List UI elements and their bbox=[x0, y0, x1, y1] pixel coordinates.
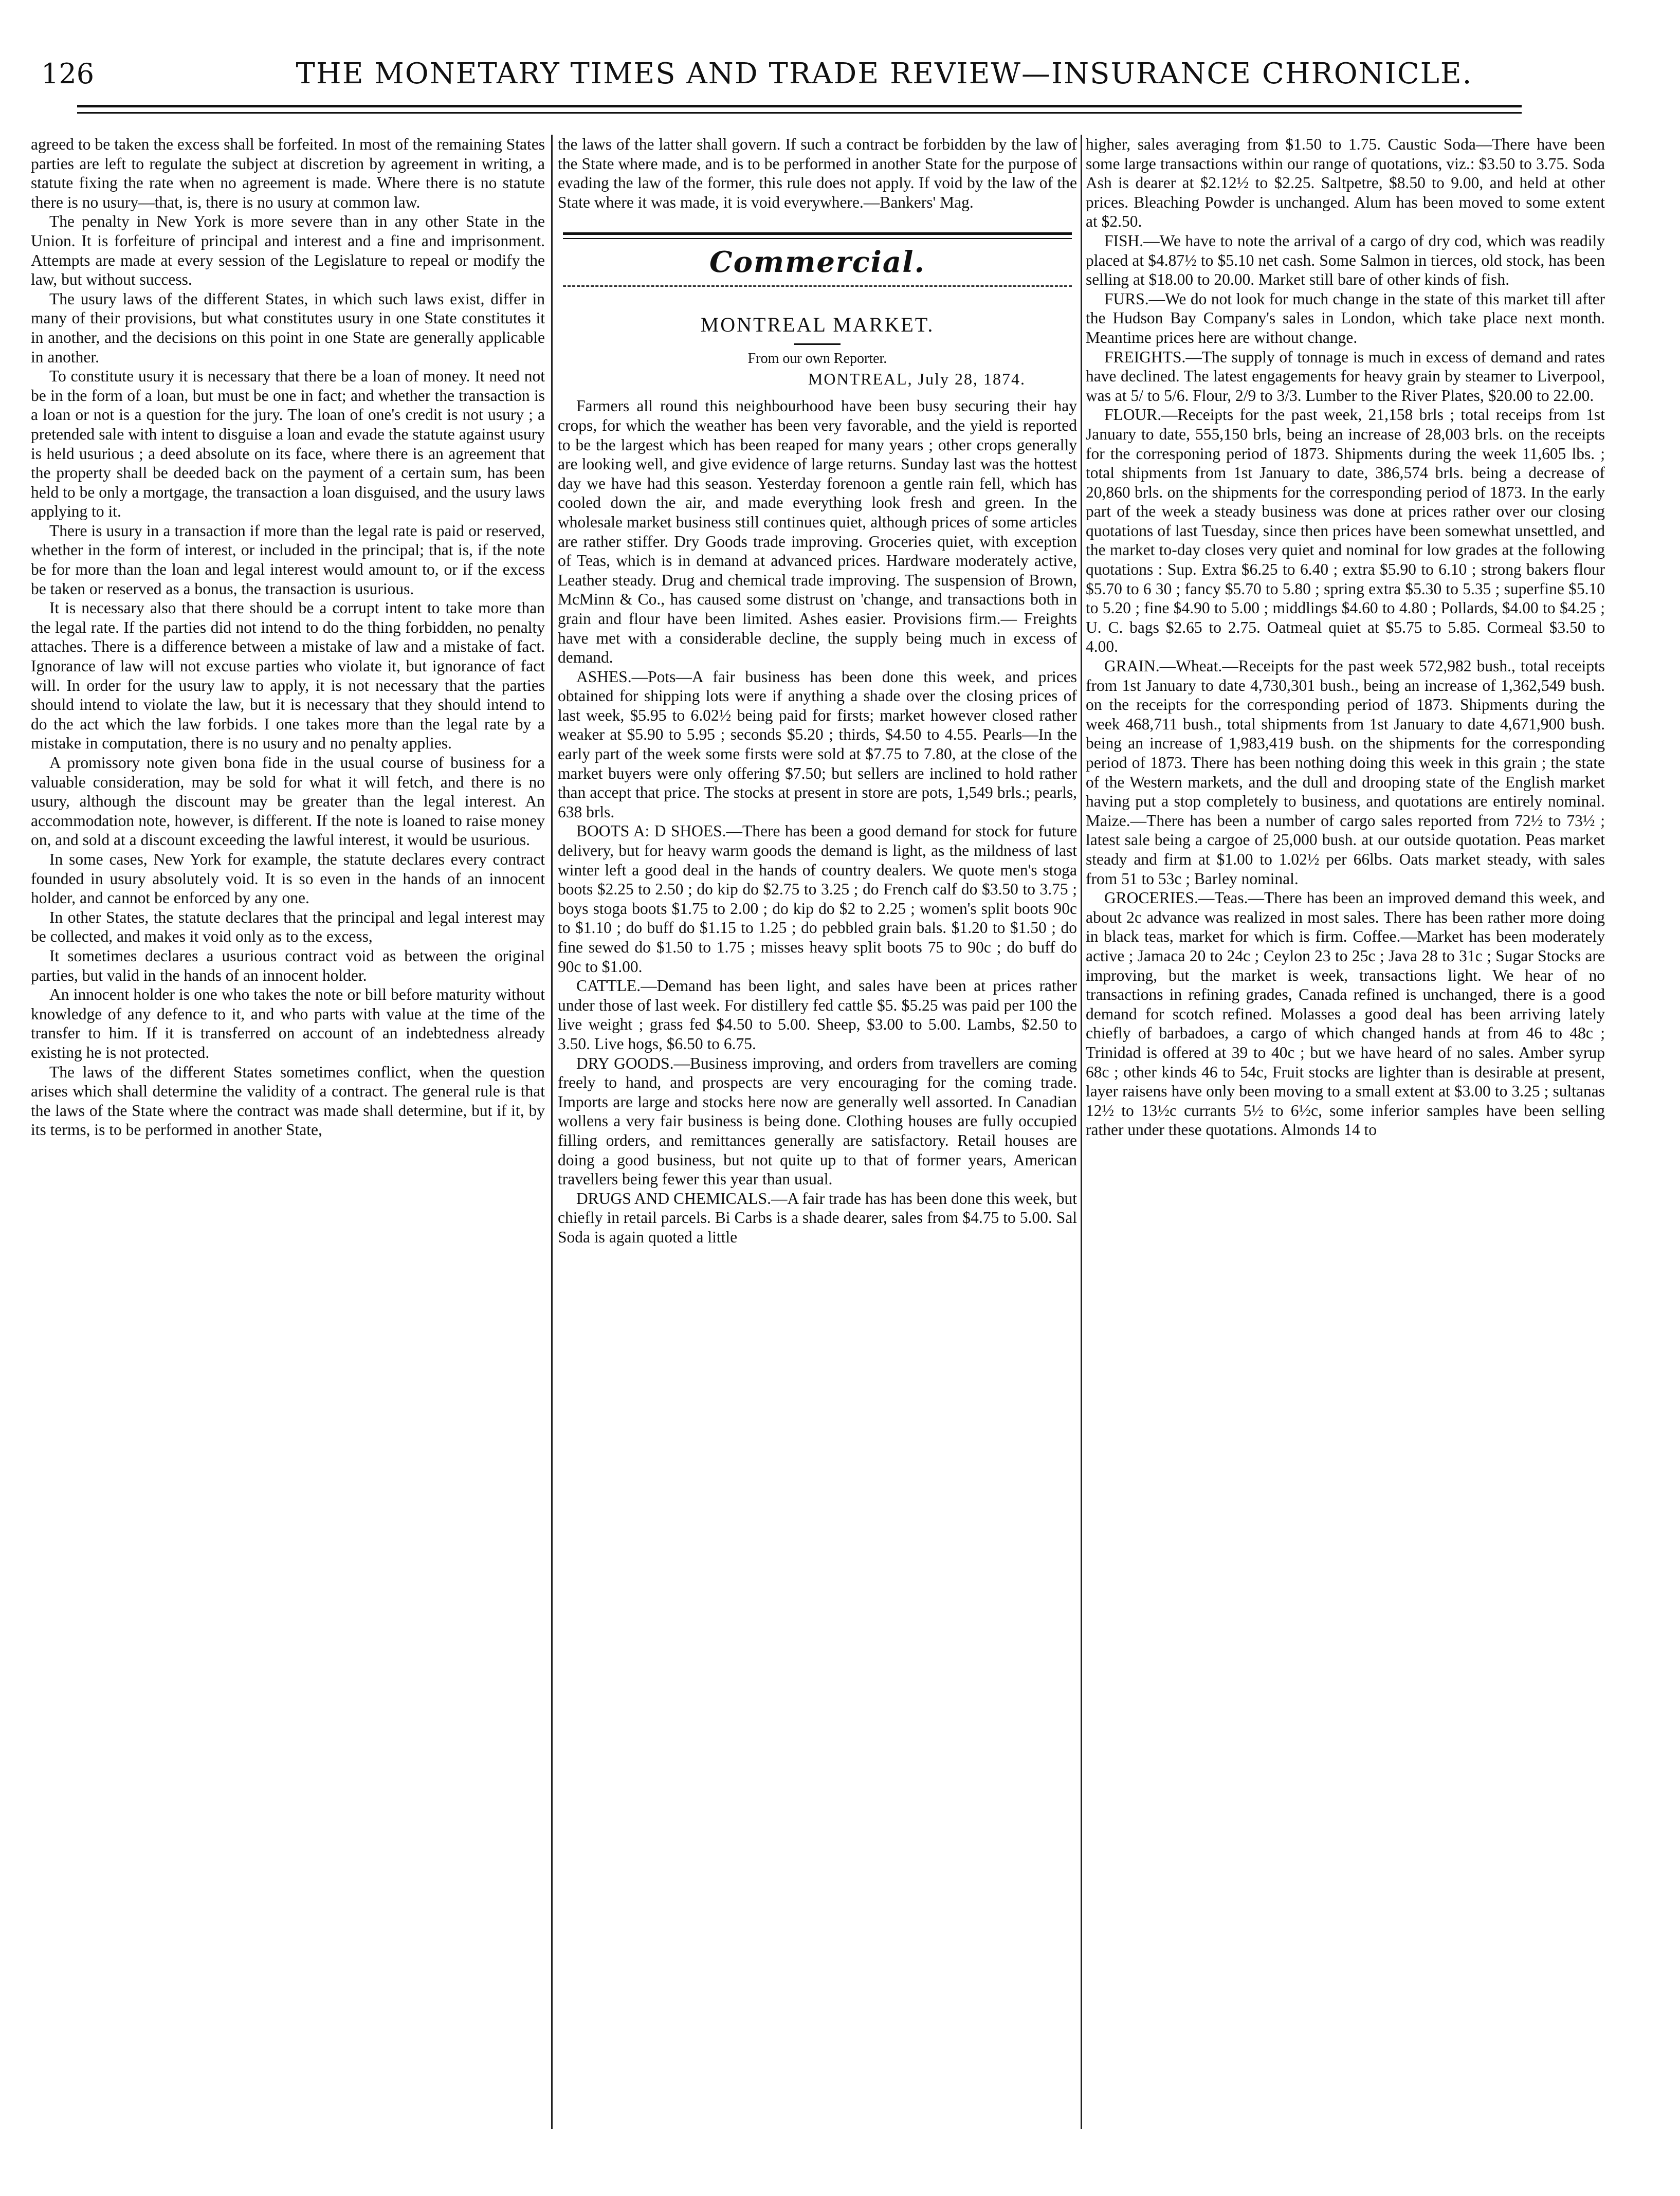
paragraph: GRAIN.—Wheat.—Receipts for the past week 572,982 bush., total receipts from 1st January to date 4,730,301 bush., being an increase of 1,362,549 bush. on the receipts for the corresponding period of 1873. Shipments during the week 468,711 bush., total shipments from 1st January to date 4,671,900 bush. being an increase of 1,983,419 bush. on the shipments for the corresponding period of 1873. There has been nothing doing this week in this grain ; the state of the Western markets, and the dull and drooping state of the English market having put a stop completely to business, and quotations are entirely nominal. Maize.—There has been a number of cargo sales reported from 72½ to 73½ ; latest sale being a cargoe of 25,000 bush. at our outside quotation. Peas market steady and firm at $1.00 to 1.02½ per 66lbs. Oats market steady, with sales from 51 to 53c ; Barley nominal. bbox=[1086, 657, 1605, 888]
paragraph: There is usury in a transaction if more than the legal rate is paid or reserved, whether in the form of interest, or included in the principal; that is, if the note be for more than the loan and legal interest would amount to, or if the excess be taken or reserved as a bonus, the transaction is usurious. bbox=[31, 521, 545, 598]
paragraph: The penalty in New York is more severe than in any other State in the Union. It is forfeiture of principal and interest and a fine and imprisonment. Attempts are made at every session of the Legislature to repeal or modify the law, but without success. bbox=[31, 212, 545, 289]
paragraph: Farmers all round this neighbourhood have been busy securing their hay crops, for which the weather has been very favorable, and the yield is reported to be the largest which has been reaped for many years ; other crops generally are looking well, and give evidence of large returns. Sunday last was the hottest day we have had this season. Yesterday forenoon a gentle rain fell, which has cooled down the air, and made everything look fresh and green. In the wholesale market business still continues quiet, although prices of some articles are rather stiffer. Dry Goods trade improving. Groceries quiet, with exception of Teas, which is in demand at advanced prices. Hardware moderately active, Leather steady. Drug and chemical trade improving. The suspension of Brown, McMinn & Co., has caused some distrust on 'change, and transactions both in grain and flour have been limited. Ashes easier. Provisions firm.— Freights have met with a considerable decline, the supply being much in excess of demand. bbox=[558, 397, 1077, 667]
paragraph: GROCERIES.—Teas.—There has been an improved demand this week, and about 2c advance was realized in most sales. There has been rather more doing in black teas, market for which is firm. Coffee.—Market has been moderately active ; Jamaca 20 to 24c ; Ceylon 23 to 25c ; Java 28 to 31c ; Sugar Stocks are improving, but the market is week, transactions light. We hear of no transactions in refining grades, Canada refined is unchanged, there is a good demand for scotch refined. Molasses a good deal has been arriving lately chiefly of barbadoes, a cargo of which changed hands at from 46 to 48c ; Trinidad is offered at 39 to 40c ; but we have heard of no sales. Amber syrup 68c ; other kinds 46 to 54c, Fruit stocks are lighter than is desirable at present, layer raisens have only been moving to a small extent at $3.00 to 3.25 ; sultanas 12½ to 13½c currants 5½ to 6½c, some inferior samples have been selling rather under these quotations. Almonds 14 to bbox=[1086, 889, 1605, 1139]
paragraph: the laws of the latter shall govern. If such a contract be forbidden by the law of the State where made, and is to be performed in another State for the purpose of evading the law of the former, this rule does not apply. If void by the law of the State where it was made, it is void everywhere.—Bankers' Mag. bbox=[558, 135, 1077, 211]
paragraph: DRUGS AND CHEMICALS.—A fair trade has has been done this week, but chiefly in retail parcels. Bi Carbs is a shade dearer, sales from $4.75 to 5.00. Sal Soda is again quoted a little bbox=[558, 1189, 1077, 1246]
page-number: 126 bbox=[41, 58, 95, 90]
market-heading: MONTREAL MARKET. bbox=[700, 313, 935, 337]
column-divider bbox=[1081, 135, 1082, 2129]
ornamental-rule bbox=[563, 285, 1072, 295]
paragraph: BOOTS A: D SHOES.—There has been a good demand for stock for future delivery, but for heavy warm goods the demand is light, as the mildness of last winter left a good deal in the hands of country dealers. We quote men's stoga boots $2.25 to 2.50 ; do kip do $2.75 to 3.25 ; do French calf do $3.50 to 3.75 ; boys stoga boots $1.75 to 2.00 ; do kip do $2 to 2.25 ; women's split boots 90c to $1.10 ; do buff do $1.15 to 1.25 ; do pebbled grain bals. $1.20 to $1.50 ; do fine sewed do $1.50 to 1.75 ; misses heavy split boots 75 to 90c ; do buff do 90c to $1.00. bbox=[558, 822, 1077, 976]
paragraph: FREIGHTS.—The supply of tonnage is much in excess of demand and rates have declined. The latest engagements for heavy grain by steamer to Liverpool, was at 5/ to 5/6. Flour, 2/9 to 3/3. Lumber to the River Plates, $20.00 to 22.00. bbox=[1086, 347, 1605, 405]
column-divider bbox=[551, 135, 553, 2129]
paragraph: FURS.—We do not look for much change in the state of this market till after the Hudson Bay Company's sales in London, which take place next month. Meantime prices here are without change. bbox=[1086, 289, 1605, 346]
section-heading: Commercial. bbox=[709, 245, 925, 280]
dateline: MONTREAL, July 28, 1874. bbox=[808, 370, 1026, 389]
paragraph: agreed to be taken the excess shall be forfeited. In most of the remaining States parties are left to regulate the subject at discretion by agreement in writing, a statute fixing the rate when no agreement is made. Where there is no statute there is no usury—that, is, there is no usury at common law. bbox=[31, 135, 545, 211]
heading-rule bbox=[563, 232, 1072, 239]
paragraph: ASHES.—Pots—A fair business has been done this week, and prices obtained for shipping lots were if anything a shade over the closing prices of last week, $5.95 to 6.02½ being paid for firsts; market however closed rather weaker at $5.90 to 5.95 ; seconds $5.20 ; thirds, $4.50 to 4.55. Pearls—In the early part of the week some firsts were sold at $7.75 to 7.80, at the close of the market buyers were only offering $7.50; but sellers are inclined to hold rather than accept that price. The stocks at present in store are pots, 1,549 brls.; pearls, 638 brls. bbox=[558, 667, 1077, 821]
paragraph: DRY GOODS.—Business improving, and orders from travellers are coming freely to hand, and prospects are very encouraging for the coming trade. Imports are large and stocks here now are generally well assorted. In Canadian wollens a very fair business is being done. Clothing houses are fully occupied filling orders, and remittances generally are satisfactory. Retail houses are doing a good business, but not quite up to that of former years, American travellers being fewer this year than usual. bbox=[558, 1054, 1077, 1188]
running-title: THE MONETARY TIMES AND TRADE REVIEW—INSURANCE CHRONICLE. bbox=[296, 57, 1473, 90]
short-rule bbox=[794, 343, 841, 345]
header-rule bbox=[77, 105, 1522, 107]
column-1 bbox=[31, 135, 545, 2139]
paragraph: CATTLE.—Demand has been light, and sales have been at prices rather under those of last week. For distillery fed cattle $5. $5.25 was paid per 100 the live weight ; grass fed $4.50 to 5.00. Sheep, $3.00 to 5.00. Lambs, $2.50 to 3.50. Live hogs, $6.50 to 6.75. bbox=[558, 977, 1077, 1053]
paragraph: FLOUR.—Receipts for the past week, 21,158 brls ; total receips from 1st January to date, 555,150 brls, being an increase of 28,003 brls. on the receipts for the corresponing period of 1873. Shipments during the week 11,605 lbs. ; total shipments from 1st January to date, 386,574 brls. being a decrease of 20,860 brls. on the shipments for the corresponding period of 1873. In the early part of the week a steady business was done at prices rather over our closing quotations of last Tuesday, since then prices have been somewhat unsettled, and the market to-day closes very quiet and nominal for low grades at the following quotations : Sup. Extra $6.25 to 6.40 ; extra $5.90 to 6.10 ; strong bakers flour $5.70 to 6 30 ; fancy $5.70 to 5.80 ; spring extra $5.30 to 5.35 ; superfine $5.10 to 5.20 ; fine $4.90 to 5.00 ; middlings $4.60 to 4.80 ; Pollards, $4.00 to $4.25 ; U. C. bags $2.65 to 2.75. Oatmeal quiet at $5.75 to 5.85. Cormeal $3.50 to 4.00. bbox=[1086, 406, 1605, 656]
paragraph: It sometimes declares a usurious contract void as between the original parties, but valid in the hands of an innocent holder. bbox=[31, 946, 545, 984]
paragraph: In some cases, New York for example, the statute declares every contract founded in usury absolutely void. It is so even in the hands of an innocent holder, and cannot be enforced by any one. bbox=[31, 850, 545, 907]
section-heading-block bbox=[558, 232, 1077, 295]
paragraph: An innocent holder is one who takes the note or bill before maturity without knowledge of any defence to it, and who parts with value at the time of the transfer to him. If it is transferred on account of an indebtedness already existing he is not protected. bbox=[31, 985, 545, 1062]
column-2 bbox=[558, 135, 1077, 2139]
column-3 bbox=[1086, 135, 1605, 2139]
paragraph: A promissory note given bona fide in the usual course of business for a valuable consideration, may be sold for what it will fetch, and there is no usury, although the discount may be greater than the legal interest. An accommodation note, however, is different. If the note is loaned to raise money on, and sold at a discount exceeding the lawful interest, it would be usurious. bbox=[31, 754, 545, 849]
paragraph: The laws of the different States sometimes conflict, when the question arises which shall determine the validity of a contract. The general rule is that the laws of the State where the contract was made shall determine, but if it, by its terms, is to be performed in another State, bbox=[31, 1063, 545, 1139]
reporter-line: From our own Reporter. bbox=[747, 351, 887, 367]
page-header bbox=[36, 53, 1630, 95]
header-rule-thin bbox=[77, 112, 1522, 114]
paragraph: In other States, the statute declares that the principal and legal interest may be collected, and makes it void only as to the excess, bbox=[31, 908, 545, 946]
paragraph: FISH.—We have to note the arrival of a cargo of dry cod, which was readily placed at $4.87½ to $5.10 net cash. Some Salmon in tierces, old stock, has been selling at $18.00 to 20.00. Market still bare of other kinds of fish. bbox=[1086, 231, 1605, 289]
paragraph: higher, sales averaging from $1.50 to 1.75. Caustic Soda—There have been some large transactions within our range of quotations, viz.: $3.50 to 3.75. Soda Ash is dearer at $2.12½ to $2.25. Saltpetre, $8.50 to 9.00, and held at other prices. Bleaching Powder is unchanged. Alum has been moved to some extent at $2.50. bbox=[1086, 135, 1605, 231]
paragraph: The usury laws of the different States, in which such laws exist, differ in many of their provisions, but what constitutes usury in one State constitutes it in another, and the decisions on this point in one State are generally applicable in another. bbox=[31, 289, 545, 366]
paragraph: It is necessary also that there should be a corrupt intent to take more than the legal rate. If the parties did not intend to do the thing forbidden, no penalty attaches. There is a difference between a mistake of law and a mistake of fact. Ignorance of law will not excuse parties who violate it, but ignorance of fact will. In order for the usury law to apply, it is not necessary that the parties should intend to violate the law, but it is necessary that they should intend to do the act which the law forbids. I one takes more than the legal rate by a mistake in computation, there is no usury and no penalty applies. bbox=[31, 599, 545, 753]
paragraph: To constitute usury it is necessary that there be a loan of money. It need not be in the form of a loan, but must be one in fact; and whether the transaction is a loan or not is a question for the jury. The loan of one's credit is not usury ; a pretended sale with intent to disguise a loan and evade the statute against usury is held usurious ; a deed absolute on its face, where there is an agreement that the property shall be deeded back on the payment of a certain sum, has been held to be only a mortgage, the transaction a loan disguised, and the usury laws applying to it. bbox=[31, 367, 545, 521]
